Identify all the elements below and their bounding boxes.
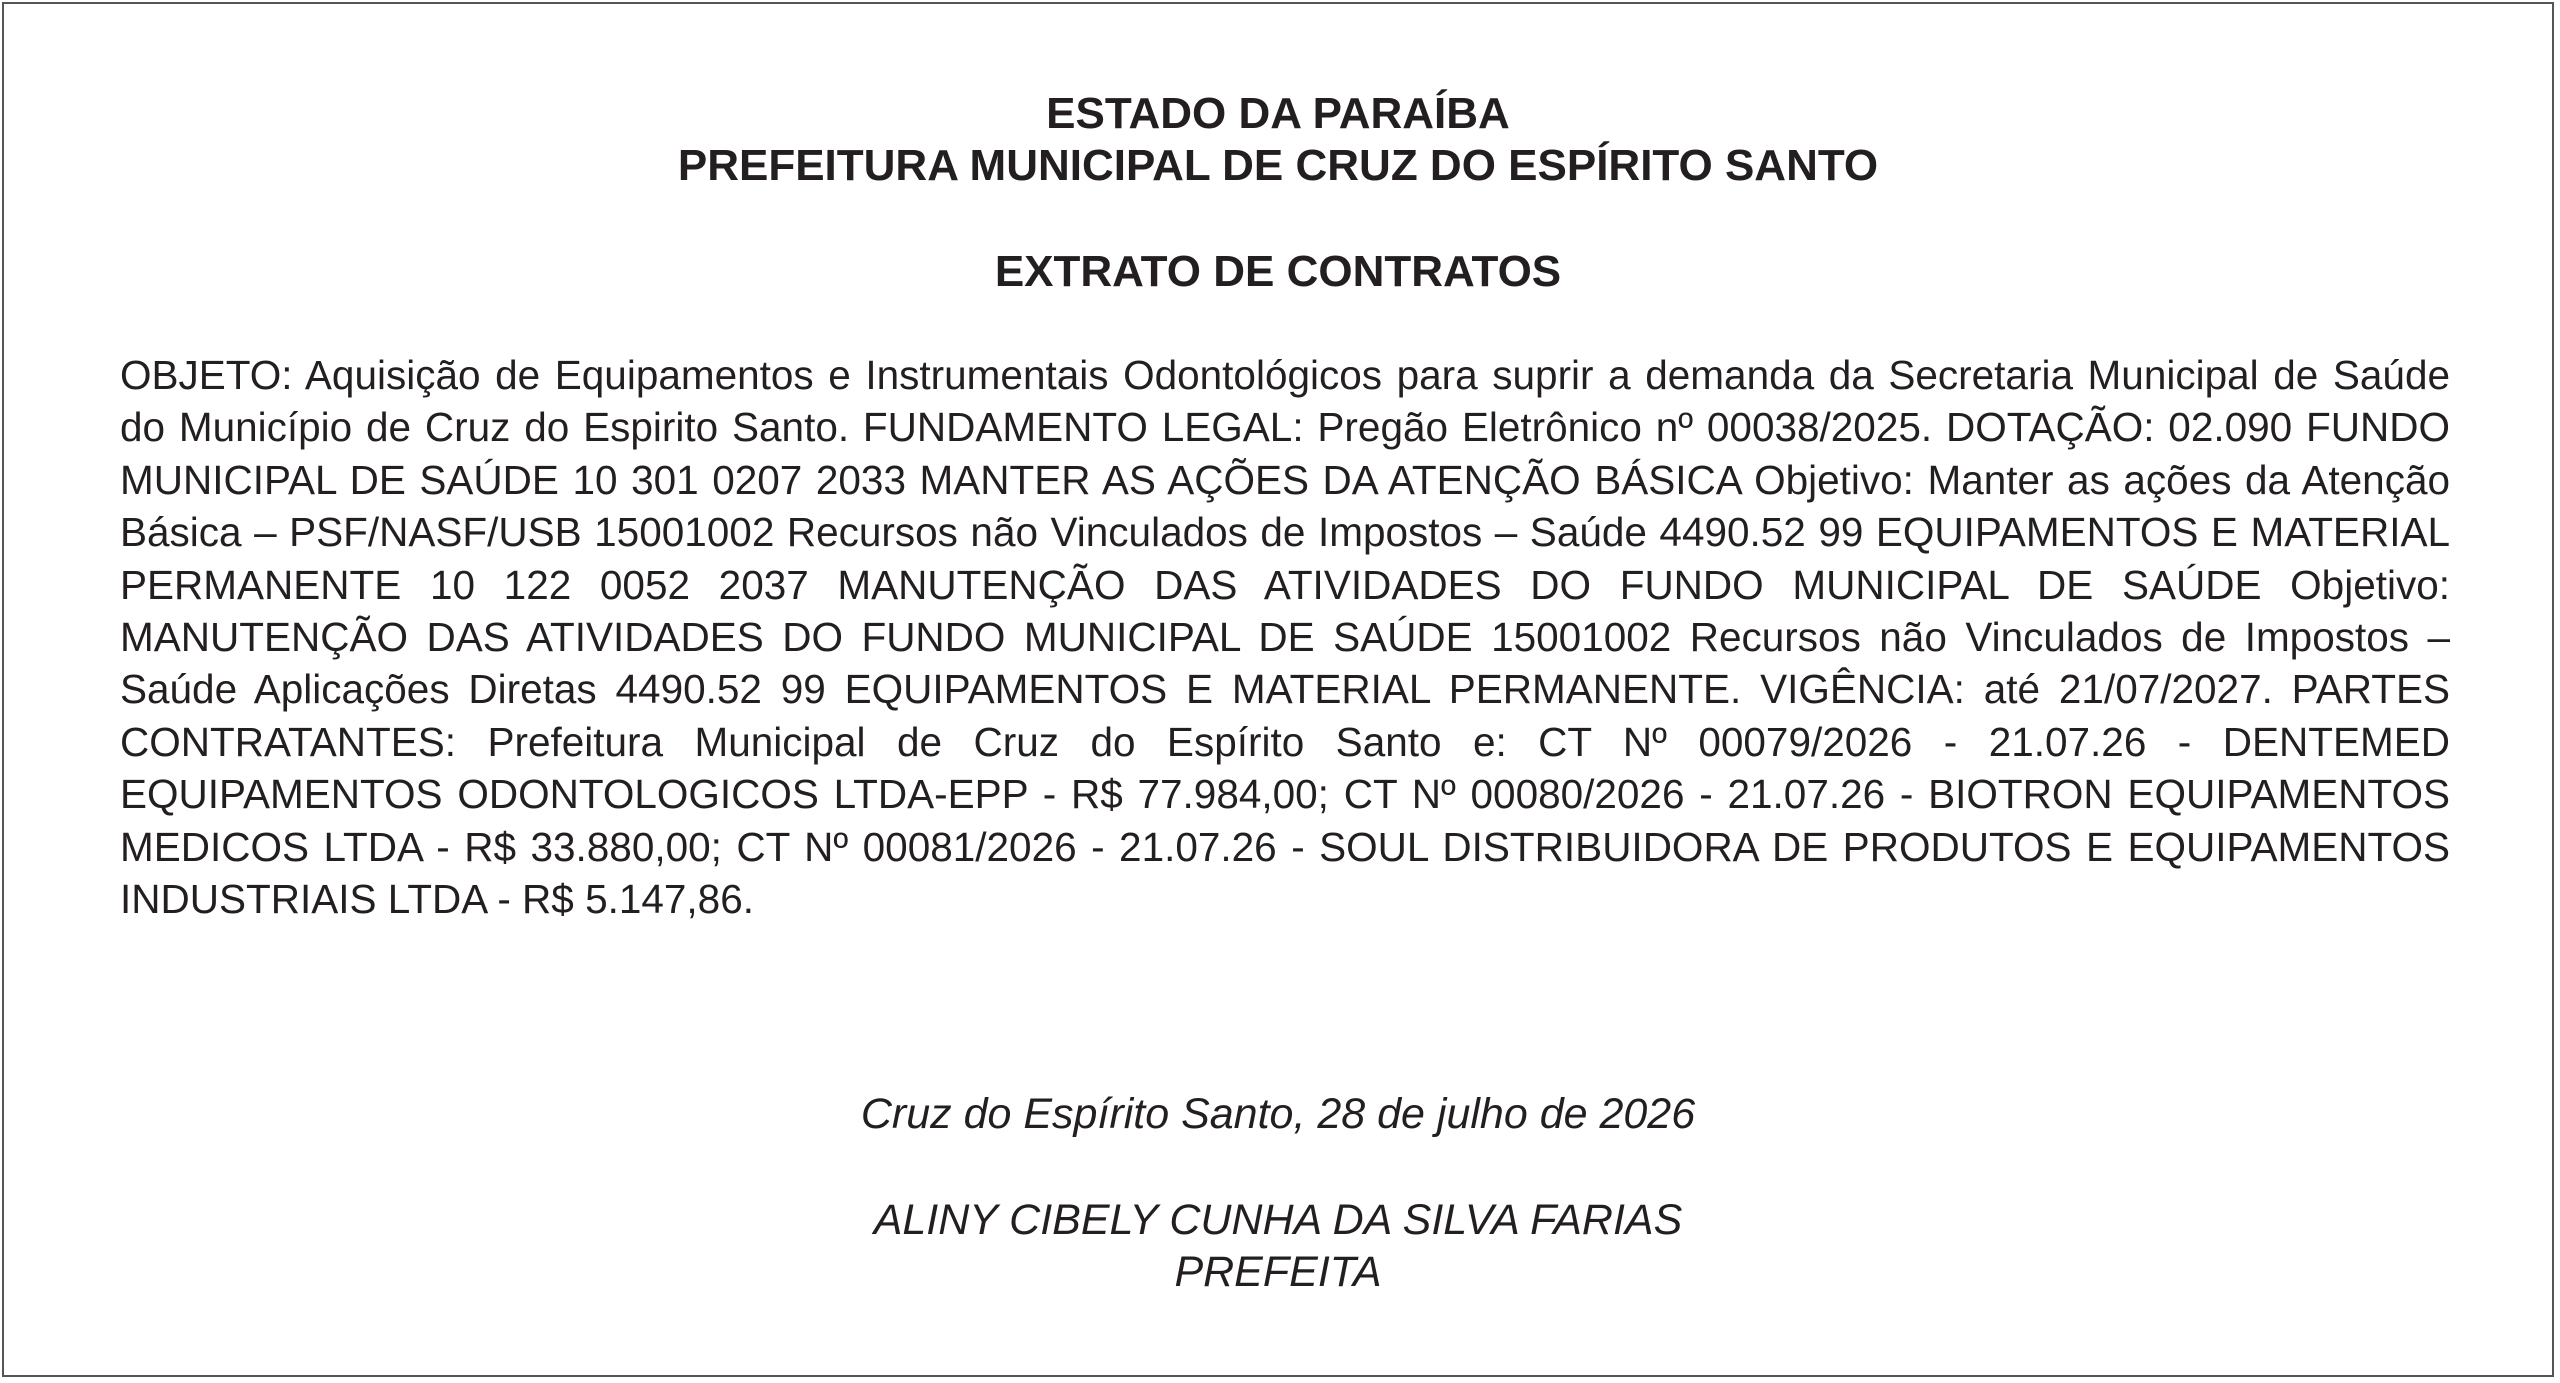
municipality-heading: PREFEITURA MUNICIPAL DE CRUZ DO ESPÍRITO SANTO (677, 141, 1879, 190)
contract-extract-body: OBJETO: Aquisição de Equipamentos e Instrumentais Odontológicos para suprir a demanda da Secretaria Municipal de Saúde do Município de Cruz do Espirito Santo. FUNDAMENTO LEGAL: Pregão Eletrônico nº 00038/2025. DOTAÇÃO: 02.090 FUNDO MUNICIPAL DE SAÚDE 10 301 0207 2033 MANTER AS AÇÕES DA ATENÇÃO BÁSICA Objetivo: Manter as ações da Atenção Básica – PSF/NASF/USB 15001002 Recursos não Vinculados de Impostos – Saúde 4490.52 99 EQUIPAMENTOS E MATERIAL PERMANENTE 10 122 0052 2037 MANUTENÇÃO DAS ATIVIDADES DO FUNDO MUNICIPAL DE SAÚDE Objetivo: MANUTENÇÃO DAS ATIVIDADES DO FUNDO MUNICIPAL DE SAÚDE 15001002 Recursos não Vinculados de Impostos – Saúde Aplicações Diretas 4490.52 99 EQUIPAMENTOS E MATERIAL PERMANENTE. VIGÊNCIA: até 21/07/2027. PARTES CONTRATANTES: Prefeitura Municipal de Cruz do Espírito Santo e: CT Nº 00079/2026 - 21.07.26 - DENTEMED EQUIPAMENTOS ODONTOLOGICOS LTDA-EPP - R$ 77.984,00; CT Nº 00080/2026 - 21.07.26 - BIOTRON EQUIPAMENTOS MEDICOS LTDA - R$ 33.880,00; CT Nº 00081/2026 - 21.07.26 - SOUL DISTRIBUIDORA DE PRODUTOS E EQUIPAMENTOS INDUSTRIAIS LTDA - R$ 5.147,86. (120, 352, 2450, 923)
state-heading: ESTADO DA PARAÍBA (1046, 89, 1510, 138)
place-and-date: Cruz do Espírito Santo, 28 de julho de 2026 (860, 1090, 1696, 1138)
document-frame (2, 2, 2554, 1377)
signatory-role: PREFEITA (1174, 1248, 1382, 1296)
signatory-name: ALINY CIBELY CUNHA DA SILVA FARIAS (873, 1196, 1683, 1244)
document-title: EXTRATO DE CONTRATOS (994, 247, 1562, 296)
